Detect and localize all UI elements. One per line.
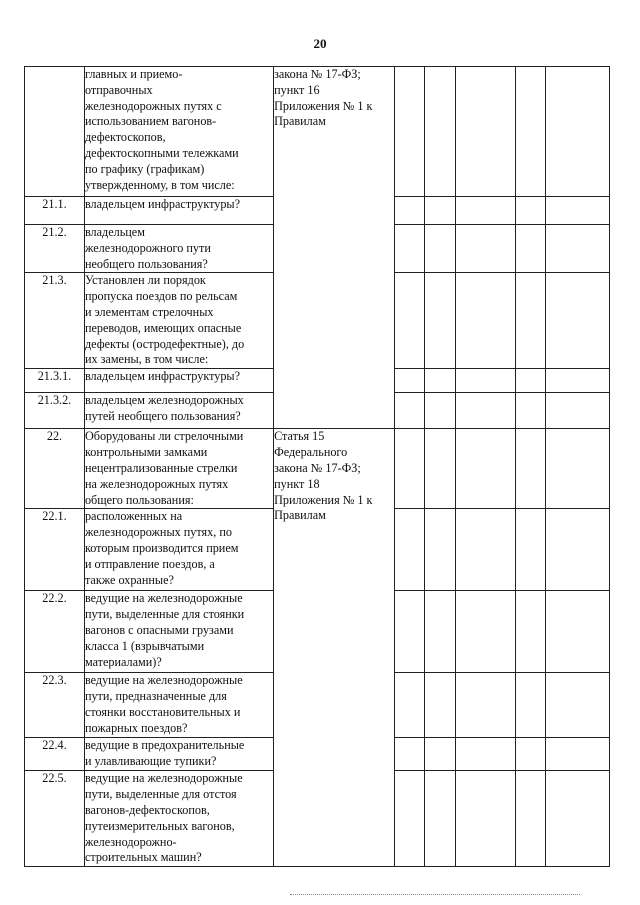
answer-cell — [545, 509, 609, 591]
question-line: ведущие в предохранительные — [84, 738, 245, 753]
question-line: на железнодорожных путях — [84, 476, 229, 491]
question-line: железнодорожно- — [84, 834, 177, 849]
question-line: общего пользования: — [84, 492, 194, 507]
reference-line: закона № 17-ФЗ; — [274, 460, 361, 475]
question-line: дефекты (остродефектные), до — [84, 336, 245, 351]
question-line: пропуска поездов по рельсам — [84, 289, 238, 304]
answer-cell — [395, 67, 425, 197]
item-number: 22.3. — [25, 673, 85, 738]
question-line: владельцем инфраструктуры? — [84, 369, 241, 384]
answer-cell — [424, 369, 455, 393]
question-line: пожарных поездов? — [84, 720, 188, 735]
legal-reference — [274, 429, 395, 867]
answer-cell — [455, 225, 515, 273]
reference-line: Приложения № 1 к — [274, 98, 373, 113]
question-line: контрольными замками — [84, 445, 208, 460]
answer-cell — [424, 225, 455, 273]
question-line: железнодорожных путях с — [84, 98, 222, 113]
answer-cell — [424, 509, 455, 591]
answer-cell — [545, 393, 609, 429]
answer-cell — [395, 273, 425, 369]
answer-cell — [424, 738, 455, 771]
answer-cell — [455, 591, 515, 673]
question-line: Установлен ли порядок — [84, 273, 206, 288]
answer-cell — [545, 429, 609, 509]
item-number: 22.4. — [25, 738, 85, 771]
item-number: 22.2. — [25, 591, 85, 673]
question-line: вагонов с опасными грузами — [84, 622, 234, 637]
answer-cell — [455, 509, 515, 591]
answer-cell — [424, 67, 455, 197]
question-line: путей необщего пользования? — [84, 409, 241, 424]
answer-cell — [424, 591, 455, 673]
answer-cell — [424, 197, 455, 225]
answer-cell — [395, 393, 425, 429]
question-line: вагонов-дефектоскопов, — [84, 802, 210, 817]
answer-cell — [545, 738, 609, 771]
reference-line: пункт 16 — [274, 82, 320, 97]
answer-cell — [455, 369, 515, 393]
question-line: которым производится прием — [84, 540, 239, 555]
question-line: владельцем железнодорожных — [84, 393, 244, 408]
page-number: 20 — [313, 36, 327, 51]
question-line: дефектоскопов, — [84, 130, 166, 145]
item-question — [84, 393, 273, 429]
table-row — [25, 429, 610, 509]
question-line: нецентрализованные стрелки — [84, 460, 238, 475]
reference-line: пункт 18 — [274, 476, 320, 491]
question-line: Оборудованы ли стрелочными — [84, 429, 244, 444]
question-line: по графику (графикам) — [84, 161, 205, 176]
item-question — [84, 509, 273, 591]
question-line: путеизмерительных вагонов, — [84, 818, 235, 833]
answer-cell — [395, 738, 425, 771]
answer-cell — [515, 429, 545, 509]
item-question — [84, 738, 273, 771]
question-line: и элементам стрелочных — [84, 304, 214, 319]
answer-cell — [424, 673, 455, 738]
item-number: 21.3. — [25, 273, 85, 369]
question-line: пути, предназначенные для — [84, 689, 227, 704]
answer-cell — [515, 225, 545, 273]
answer-cell — [424, 273, 455, 369]
item-number: 22. — [25, 429, 85, 509]
answer-cell — [455, 393, 515, 429]
answer-cell — [515, 67, 545, 197]
reference-line: Правилам — [274, 114, 326, 129]
answer-cell — [515, 591, 545, 673]
question-line: ведущие на железнодорожные — [84, 771, 243, 786]
answer-cell — [424, 393, 455, 429]
answer-cell — [515, 273, 545, 369]
answer-cell — [395, 429, 425, 509]
answer-cell — [515, 673, 545, 738]
item-number: 21.1. — [25, 197, 85, 225]
question-line: и отправление поездов, а — [84, 556, 215, 571]
question-line: расположенных на — [84, 509, 183, 524]
item-number: 21.2. — [25, 225, 85, 273]
item-question — [84, 429, 273, 509]
item-number: 21.3.1. — [25, 369, 85, 393]
answer-cell — [545, 673, 609, 738]
question-line: также охранные? — [84, 572, 174, 587]
answer-cell — [455, 673, 515, 738]
question-line: утвержденному, в том числе: — [84, 177, 235, 192]
item-question — [84, 369, 273, 393]
answer-cell — [515, 369, 545, 393]
question-line: главных и приемо- — [84, 67, 183, 81]
table-row — [25, 67, 610, 197]
item-question — [84, 197, 273, 225]
item-question — [84, 673, 273, 738]
checklist-table — [24, 66, 610, 867]
question-line: ведущие на железнодорожные — [84, 673, 243, 688]
reference-line: Статья 15 — [274, 429, 325, 444]
item-number: 22.1. — [25, 509, 85, 591]
item-question — [84, 591, 273, 673]
question-line: владельцем — [84, 225, 145, 239]
answer-cell — [515, 771, 545, 867]
question-line: и улавливающие тупики? — [84, 754, 217, 769]
answer-cell — [455, 67, 515, 197]
question-line: железнодорожного пути — [84, 240, 211, 255]
answer-cell — [395, 591, 425, 673]
question-line: стоянки восстановительных и — [84, 704, 241, 719]
answer-cell — [545, 197, 609, 225]
answer-cell — [455, 197, 515, 225]
question-line: дефектоскопными тележками — [84, 145, 239, 160]
answer-cell — [455, 273, 515, 369]
question-line: класса 1 (взрывчатыми — [84, 638, 205, 653]
answer-cell — [395, 369, 425, 393]
answer-cell — [395, 673, 425, 738]
answer-cell — [455, 771, 515, 867]
answer-cell — [424, 771, 455, 867]
question-line: строительных машин? — [84, 850, 202, 865]
answer-cell — [545, 369, 609, 393]
item-question — [84, 771, 273, 867]
answer-cell — [515, 509, 545, 591]
answer-cell — [455, 429, 515, 509]
question-line: владельцем инфраструктуры? — [84, 197, 241, 211]
answer-cell — [515, 393, 545, 429]
question-line: переводов, имеющих опасные — [84, 320, 242, 335]
answer-cell — [545, 67, 609, 197]
answer-cell — [395, 197, 425, 225]
question-line: отправочных — [84, 82, 153, 97]
question-line: ведущие на железнодорожные — [84, 591, 243, 606]
answer-cell — [395, 509, 425, 591]
answer-cell — [515, 738, 545, 771]
question-line: материалами)? — [84, 654, 162, 669]
answer-cell — [395, 771, 425, 867]
reference-line: Приложения № 1 к — [274, 492, 373, 507]
footer-rule — [290, 894, 580, 895]
answer-cell — [515, 197, 545, 225]
question-line: пути, выделенные для стоянки — [84, 607, 245, 622]
item-question — [84, 225, 273, 273]
question-line: использованием вагонов- — [84, 114, 217, 129]
answer-cell — [424, 429, 455, 509]
item-question — [84, 273, 273, 369]
legal-reference — [274, 67, 395, 429]
item-number: 21.3.2. — [25, 393, 85, 429]
answer-cell — [545, 225, 609, 273]
answer-cell — [545, 591, 609, 673]
reference-line: Федерального — [274, 445, 348, 460]
question-line: железнодорожных путях, по — [84, 525, 232, 540]
question-line: их замены, в том числе: — [84, 352, 209, 367]
question-line: необщего пользования? — [84, 256, 208, 271]
item-number — [25, 67, 85, 197]
question-line: пути, выделенные для отстоя — [84, 787, 237, 802]
reference-line: закона № 17-ФЗ; — [274, 67, 361, 81]
item-question — [84, 67, 273, 197]
answer-cell — [455, 738, 515, 771]
answer-cell — [395, 225, 425, 273]
reference-line: Правилам — [274, 508, 326, 523]
answer-cell — [545, 273, 609, 369]
item-number: 22.5. — [25, 771, 85, 867]
answer-cell — [545, 771, 609, 867]
